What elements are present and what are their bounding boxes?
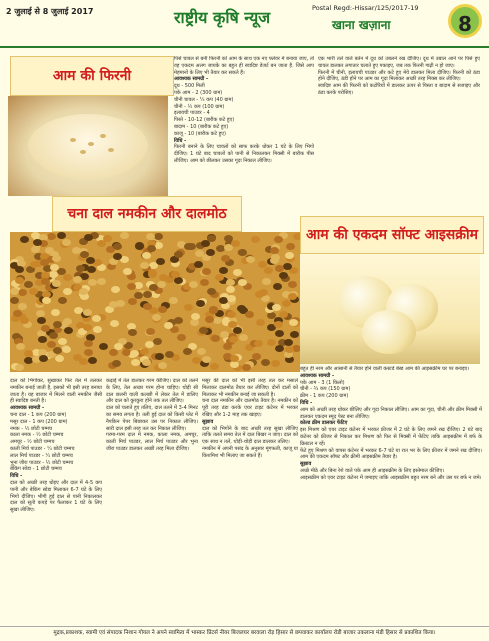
namkeen-grain [289,319,298,326]
namkeen-grain [246,256,255,263]
namkeen-grain [83,309,92,316]
namkeen-grain [256,319,265,326]
namkeen-grain [29,288,38,295]
namkeen-grain [169,297,178,304]
page-number-badge: 8 [448,4,482,38]
namkeen-grain [38,336,47,343]
namkeen-grain [288,293,297,300]
namkeen-grain [135,242,144,249]
namkeen-grain [50,264,59,271]
namkeen-grain [227,311,236,318]
namkeen-grain [114,343,123,350]
namkeen-grain [86,257,95,264]
namkeen-grain [52,280,61,287]
namkeen-grain [209,307,218,314]
article-title-mango-phirni: आम की फिरनी [10,56,174,96]
namkeen-grain [219,267,228,274]
namkeen-grain [87,266,96,273]
namkeen-grain [274,236,283,243]
article-body-icecream: बहुत ही नरम और आसानी से तैयार होने वाली कस्टर्ड बेस्ड आम की आइसक्रीम घर पर बनाइए। आवश्यक सामग्री - पके आम - 3 (1 किलो) चीनी - ¾ कप (150 ग्राम) क्रीम - 1 कप (200 ग्राम) विधि - आम को अच्छी तरह धोकर छीलिए और गूदा निकाल लीजिए। आम का गूदा, चीनी और क्रीम मिक्सी में डालकर एकदम स्मूद पेस्ट बना लीजिए। कोल्ड क्रीम डालकर फेंटिए इस मिश्रण को एयर टाइट कंटेनर में भरकर फ्रीजर में 2 घंटे के लिए जमने रख दीजिए। 2 घंटे बाद कंटेनर को फ्रीजर से निकाल कर मिश्रण को फिर से मिक्सी में फेंटिए ताकि आइसक्रीम में बर्फ के क्रिस्टल न रहें। फेंटे हुए मिश्रण को वापस कंटेनर में भरकर 6-7 घंटे या रात भर के लिए फ्रीजर में जमने रख दीजिए। आम की एकदम सॉफ्ट और क्रीमी आइसक्रीम तैयार है। सुझाव अच्छे मीठे और बिना रेशे वाले पके आम ही आइसक्रीम के लिए इस्तेमाल कीजिए। आइसक्रीम को एयर टाइट कंटेनर में जमाइए ताकि आइसक्रीम बहुत नरम बने और उस पर बर्फ न जमे। [300,366,482,481]
namkeen-grain [189,281,198,288]
section-title: खाना खज़ाना [332,18,391,32]
namkeen-grain [116,300,125,307]
namkeen-grain [153,338,162,345]
namkeen-grain [120,232,129,239]
namkeen-grain [171,271,180,278]
namkeen-grain [194,261,203,268]
namkeen-grain [142,359,151,366]
namkeen-grain [238,279,247,286]
namkeen-grain [97,278,106,285]
postal-registration: Postal Regd:-Hissar/125/2017-19 [312,4,419,12]
namkeen-grain [207,235,216,242]
footer-imprint: मुद्रक,प्रकाशक, स्वामी एवं संपादक निशान गोयल ने अपने स्वामित्व में भास्कर प्रिंटर्स नीयर बिजलघर बरवाला रोड़ हिसार से छपवाकर कार्यालय रोडी बाजार उकलाना मंडी हिसार से प्रकाशित किया। [53,630,436,636]
namkeen-grain [207,288,216,295]
namkeen-grain [239,334,248,341]
namkeen-grain [55,355,64,362]
namkeen-grain [58,338,67,345]
namkeen-grain [97,240,106,247]
namkeen-grain [155,353,164,360]
namkeen-grain [143,291,152,298]
namkeen-grain [113,253,122,260]
namkeen-grain [275,345,284,352]
namkeen-grain [227,295,236,302]
namkeen-grain [190,319,199,326]
namkeen-grain [53,321,62,328]
header-divider [0,46,489,48]
namkeen-dalmoth-photo [10,232,300,372]
namkeen-grain [143,303,152,310]
page-header [0,0,489,52]
namkeen-grain [213,317,222,324]
namkeen-grain [52,255,61,262]
namkeen-grain [231,240,240,247]
namkeen-grain [200,279,209,286]
namkeen-grain [271,360,280,367]
namkeen-grain [264,267,273,274]
namkeen-grain [230,361,239,368]
namkeen-grain [196,300,205,307]
namkeen-grain [111,286,120,293]
namkeen-grain [148,271,157,278]
namkeen-grain [184,304,193,311]
namkeen-grain [230,355,239,362]
namkeen-grain [58,297,67,304]
namkeen-grain [15,266,24,273]
namkeen-grain [261,359,270,366]
namkeen-grain [205,316,214,323]
namkeen-grain [10,288,19,295]
namkeen-grain [146,233,155,240]
namkeen-grain [128,298,137,305]
article-body-phirni-intro: पिसे चावल से बनी फिरनी को आम के साथ एक नए फ्लेवर में बनाया जाए, तो वह एकदम अलग जायके का बहुत ही स्वादिष्ट डेजर्ट बन जाता है. जिसे आप मेहमानों के लिए भी तैयार कर सकते हैं। आवश्यक सामग्री - दूध - 500 मिली पके आम - 2 (300 ग्राम) चीनी चावल - ¼ कप (40 ग्राम) चीनी - ½ कप (100 ग्राम) इलायची पाउडर - 4 पिस्ते - 10-12 (बारीक कटे हुए) बादाम - 10 (बारीक कटे हुए) काजू - 10 (बारीक कटे हुए) विधि - फिरनी बनाने के लिए चावलों को साफ करके धोकर 1 घंटे के लिए भिगो दीजिए। 1 घंटे बाद चावलों को पानी से निकालकर मिक्सी में बारीक पीस लीजिए। आम को छीलकर उसका गूदा निकाल लीजिए। [174,56,314,164]
namkeen-grain [84,349,93,356]
page-footer [0,626,489,641]
namkeen-grain [36,310,45,317]
namkeen-grain [16,343,25,350]
newspaper-title: राष्ट्रीय कृषि न्यूज [174,8,271,27]
article-body-namkeen-col3: मसूर की दाल को भी इसी तरह तल कर मसाले मिलाकर दालमोठ तैयार कर लीजिए। दोनों दालों को मिलाकर भी नमकीन बनाई जा सकती है। चना दाल नमकीन और दालमोठ तैयार है। नमकीन को पूरी तरह ठंडा करके एयर टाइट कंटेनर में भरकर रखिए और 1-2 माह तक खाइए। सुझाव दाल को भिगोने के बाद अच्छी तरह सुखा लीजिए ताकि तलते समय तेल में दाल बिखर न जाए। दाल को एक साथ न तलें, थोड़ी-थोड़ी दाल डालकर तलिए। नमकीन में अपनी पसंद के अनुसार मूंगफली, काजू या किशमिश भी मिलाए जा सकते हैं। [202,378,298,459]
namkeen-grain [245,311,254,318]
namkeen-grain [24,350,33,357]
namkeen-grain [197,348,206,355]
article-body-phirni-method: एक भारी तले वाले बर्तन में दूध को उबलने रख दीजिए। दूध में उबाल आने पर पिसे हुए चावल डालकर लगातार चलाते हुए पकाइए, जब तक फिरनी गाढ़ी न हो जाए। फिरनी में चीनी, इलायची पाउडर और कटे हुए मेवे डालकर मिला दीजिए। फिरनी को ठंडा होने दीजिए, ठंडी होने पर आम का गूदा मिलाकर अच्छी तरह मिक्स कर लीजिए। स्वादिष्ट आम की फिरनी को कटोरियों में डालकर ऊपर से पिस्ता व बादाम से सजाइए और ठंडा करके परोसिए। [318,56,480,96]
namkeen-grain [226,279,235,286]
namkeen-grain [285,346,294,353]
article-title-chana-dal-namkeen: चना दाल नमकीन और दालमोठ [52,196,242,232]
namkeen-grain [226,286,235,293]
namkeen-grain [142,252,151,259]
namkeen-grain [149,284,158,291]
namkeen-grain [147,245,156,252]
namkeen-grain [72,247,81,254]
namkeen-grain [258,261,267,268]
namkeen-grain [192,357,201,364]
namkeen-grain [130,350,139,357]
namkeen-grain [211,335,220,342]
namkeen-grain [49,332,58,339]
namkeen-grain [18,289,27,296]
namkeen-grain [76,265,85,272]
namkeen-grain [154,233,163,240]
namkeen-grain [283,263,292,270]
namkeen-grain [262,278,271,285]
namkeen-grain [174,251,183,258]
namkeen-grain [274,321,283,328]
namkeen-grain [251,236,260,243]
namkeen-grain [164,322,173,329]
namkeen-grain [18,303,27,310]
namkeen-grain [237,305,246,312]
namkeen-grain [210,363,219,370]
namkeen-grain [92,315,101,322]
namkeen-grain [127,283,136,290]
namkeen-grain [113,243,122,250]
namkeen-grain [275,265,284,272]
namkeen-grain [15,364,24,371]
namkeen-grain [254,340,263,347]
namkeen-grain [157,281,166,288]
namkeen-grain [270,247,279,254]
namkeen-grain [288,281,297,288]
namkeen-grain [131,359,140,366]
namkeen-grain [73,276,82,283]
namkeen-grain [13,310,22,317]
namkeen-grain [174,277,183,284]
namkeen-grain [73,354,82,361]
namkeen-grain [273,283,282,290]
namkeen-grain [63,274,72,281]
namkeen-grain [202,268,211,275]
namkeen-grain [57,232,66,239]
namkeen-grain [286,243,295,250]
namkeen-grain [134,292,143,299]
namkeen-grain [112,360,121,367]
namkeen-grain [242,364,251,371]
namkeen-grain [47,233,56,240]
namkeen-grain [110,320,119,327]
namkeen-grain [267,339,276,346]
namkeen-grain [290,331,299,338]
namkeen-grain [20,236,29,243]
namkeen-grain [275,330,284,337]
namkeen-grain [272,304,281,311]
namkeen-grain [158,362,167,369]
namkeen-grain [140,348,149,355]
namkeen-grain [145,341,154,348]
article-body-namkeen-col2: कढ़ाई में तेल डालकर गरम कीजिए। दाल को तलने के लिए, तेल अच्छा गरम होना चाहिए। थोड़ी सी दाल छलनी वाली कलछी में लेकर तेल में डालिए और दाल को कुरकुरा होने तक तल लीजिए। दाल को चलाते हुए तलिए, दाल तलने में 3-4 मिनट का समय लगता है। तली हुई दाल को किसी प्लेट में नैपकिन पेपर बिछाकर उस पर निकाल लीजिए। सारी दाल इसी तरह तल कर निकाल लीजिए। गरमा-गरम दाल में नमक, काला नमक, अमचूर, काली मिर्च पाउडर, लाल मिर्च पाउडर और भुना जीरा पाउडर डालकर अच्छी तरह मिला दीजिए। [106,378,198,452]
namkeen-grain [83,324,92,331]
namkeen-grain [51,309,60,316]
namkeen-grain [33,239,42,246]
namkeen-grain [84,234,93,241]
namkeen-grain [156,258,165,265]
namkeen-grain [199,327,208,334]
namkeen-grain [238,249,247,256]
namkeen-grain [183,348,192,355]
phirni-bowl [28,114,148,180]
namkeen-grain [228,321,237,328]
namkeen-grain [191,313,200,320]
namkeen-grain [37,317,46,324]
namkeen-grain [64,327,73,334]
namkeen-grain [93,326,102,333]
namkeen-grain [233,269,242,276]
namkeen-grain [229,336,238,343]
namkeen-grain [284,339,293,346]
namkeen-grain [84,340,93,347]
namkeen-grain [140,262,149,269]
namkeen-grain [62,346,71,353]
namkeen-grain [42,297,51,304]
namkeen-grain [206,249,215,256]
namkeen-grain [49,271,58,278]
namkeen-grain [184,243,193,250]
article-title-mango-icecream: आम की एकदम सॉफ्ट आइसक्रीम [300,216,484,254]
namkeen-grain [62,239,71,246]
namkeen-grain [293,233,300,240]
namkeen-grain [270,257,279,264]
namkeen-grain [88,357,97,364]
namkeen-grain [31,246,40,253]
namkeen-grain [63,318,72,325]
namkeen-grain [165,351,174,358]
namkeen-grain [30,261,39,268]
namkeen-grain [79,288,88,295]
namkeen-grain [15,277,24,284]
mango-phirni-photo [8,96,168,196]
namkeen-grain [20,317,29,324]
namkeen-grain [24,281,33,288]
namkeen-grain [41,325,50,332]
namkeen-grain [88,279,97,286]
mango-icecream-photo [300,254,480,364]
namkeen-grain [152,314,161,321]
namkeen-grain [10,297,19,304]
issue-date: 2 जुलाई से 8 जुलाई 2017 [6,7,94,16]
namkeen-grain [202,356,211,363]
article-body-namkeen-col1: दाल को भिगोकर, सुखाकर फिर तेल में तलकर नमकीन बनाई जाती है, इसको भी इसी तरह बनाया जाता है। यह बाजार में मिलने वाली नमकीन जैसी ही स्वादिष्ट बनती है। आवश्यक सामग्री - चना दाल - 1 कप (200 ग्राम) मसूर दाल - 1 कप (200 ग्राम) नमक - ½ छोटी चम्मच काला नमक - ½ छोटी चम्मच अमचूर - ½ छोटी चम्मच काली मिर्च पाउडर - ¼ छोटी चम्मच लाल मिर्च पाउडर - ¼ छोटी चम्मच भुना जीरा पाउडर - ½ छोटी चम्मच बेकिंग सोडा - 1 छोटी चम्मच विधि - दाल को अच्छी तरह धोइए और दाल में 4-5 कप पानी और बेकिंग सोडा मिलाकर 6-7 घंटे के लिए भिगो दीजिए। भीगी हुई दाल से पानी निकालकर दाल को सूती कपड़े पर फैलाकर 1 घंटे के लिए सुखा लीजिए। [10,378,102,514]
namkeen-grain [259,289,268,296]
namkeen-grain [174,317,183,324]
namkeen-grain [215,274,224,281]
namkeen-grain [279,272,288,279]
namkeen-grain [123,268,132,275]
namkeen-grain [252,353,261,360]
namkeen-grain [177,334,186,341]
namkeen-grain [41,278,50,285]
namkeen-grain [159,274,168,281]
namkeen-grain [109,349,118,356]
namkeen-grain [221,255,230,262]
namkeen-grain [99,343,108,350]
namkeen-grain [158,306,167,313]
namkeen-grain [285,252,294,259]
namkeen-grain [128,329,137,336]
namkeen-grain [53,347,62,354]
namkeen-grain [146,328,155,335]
namkeen-grain [220,331,229,338]
